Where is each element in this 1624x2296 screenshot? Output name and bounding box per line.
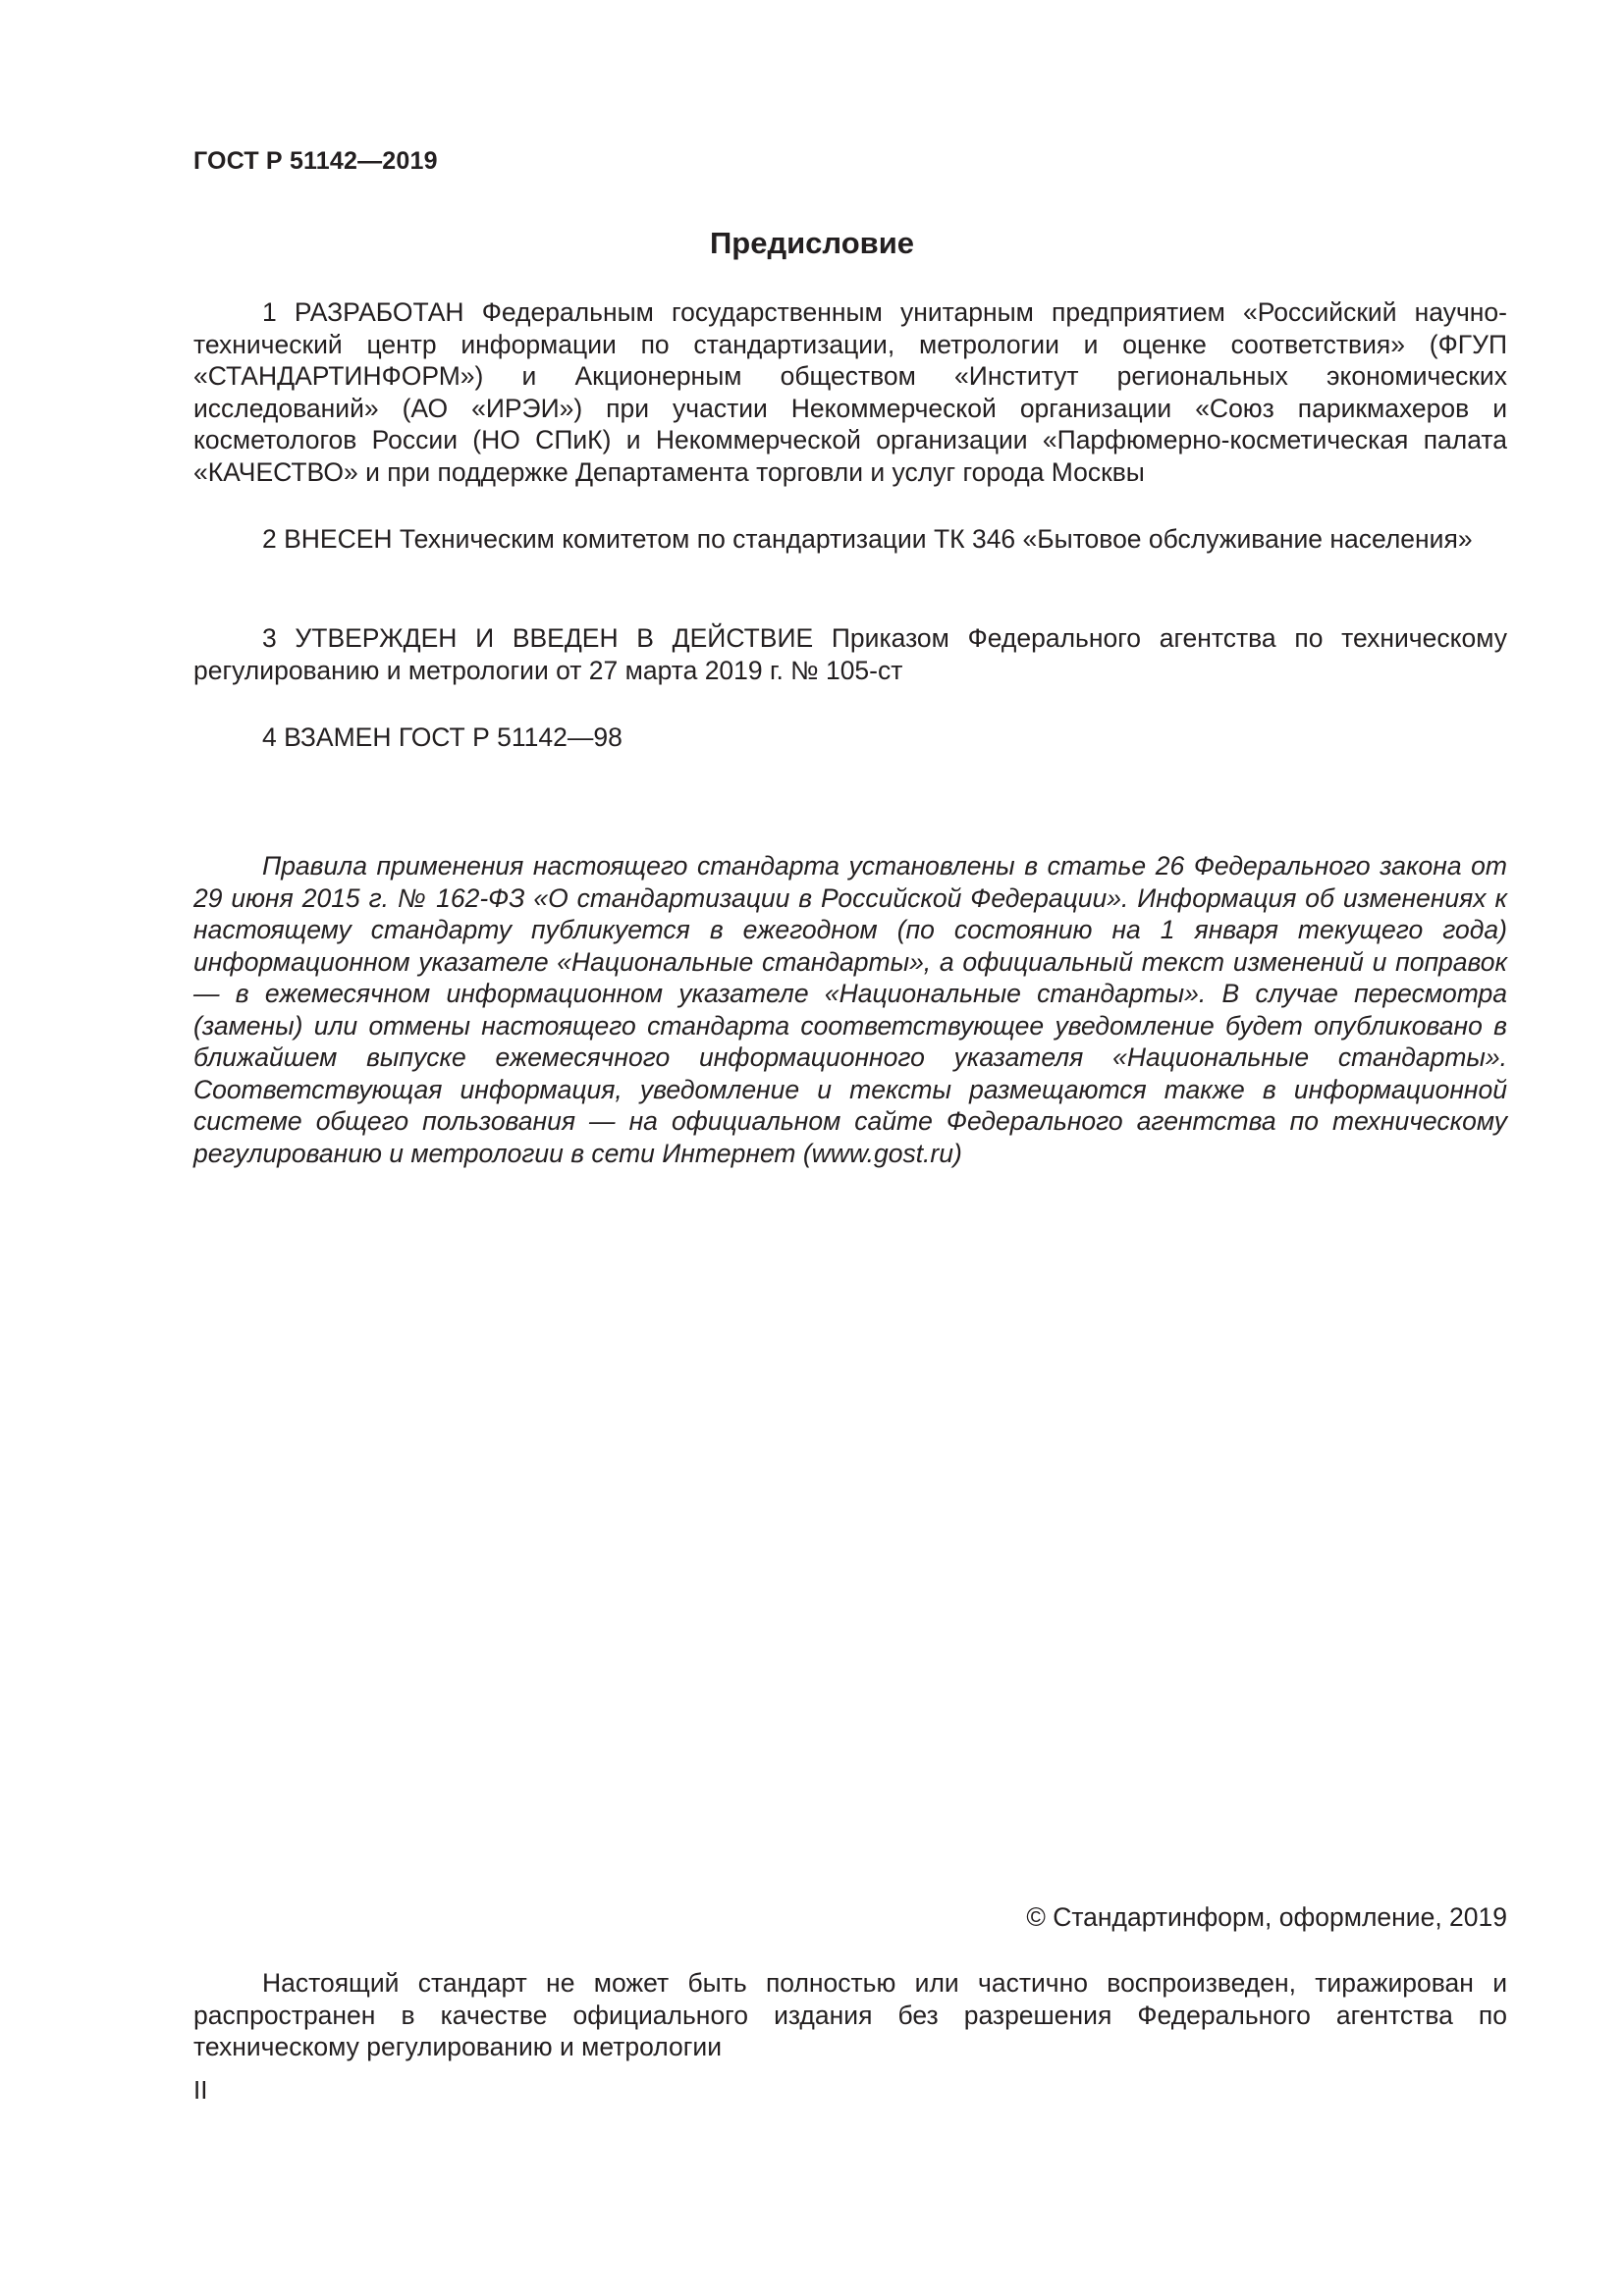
page-number: II: [193, 2075, 208, 2105]
preface-item-3: [193, 622, 1507, 686]
reproduction-notice: Настоящий стандарт не может быть полностью или частично воспроизведен, тиражирован и распространен в качестве официального издания без разрешения Федерального агентства по техническому регулированию и метрологии: [193, 1968, 1507, 2061]
rules-note: Правила применения настоящего стандарта установлены в статье 26 Федерального закона от 29 июня 2015 г. № 162-ФЗ «О стандартизации в Российской Федерации». Информация об изменениях к настоящему стандарту публикуется в ежегодном (по состоянию на 1 января текущего года) информационном указателе «Национальные стандарты», а официальный текст изменений и поправок — в ежемесячном информационном указателе «Национальные стандарты». В случае пересмотра (замены) или отмены настоящего стандарта соответствующее уведомление будет опубликовано в ближайшем выпуске ежемесячного информационного указателя «Национальные стандарты». Соответствующая информация, уведомление и тексты размещаются также в информационной системе общего пользования — на официальном сайте Федерального агентства по техническому регулированию и метрологии в сети Интернет (www.gost.ru): [193, 851, 1507, 1168]
preface-item-4: [193, 721, 1507, 754]
preface-item-4-text: 4 ВЗАМЕН ГОСТ Р 51142—98: [262, 722, 623, 752]
preface-item-3-text: 3 УТВЕРЖДЕН И ВВЕДЕН В ДЕЙСТВИЕ Приказом Федерального агентства по техническому регулированию и метрологии от 27 марта 2019 г. № 105-ст: [193, 623, 1507, 685]
preface-item-2-text: 2 ВНЕСЕН Техническим комитетом по стандартизации ТК 346 «Бытовое обслуживание населения»: [262, 524, 1473, 554]
preface-item-1-text: 1 РАЗРАБОТАН Федеральным государственным унитарным предприятием «Российский научно-технический центр информации по стандартизации, метрологии и оценке соответствия» (ФГУП «СТАНДАРТИНФОРМ») и Акционерным обществом «Институт региональных экономических исследований» (АО «ИРЭИ») при участии Некоммерческой организации «Союз парикмахеров и косметологов России (НО СПиК) и Некоммерческой организации «Парфюмерно-косметическая палата «КАЧЕСТВО» и при поддержке Департамента торговли и услуг города Москвы: [193, 297, 1507, 487]
preface-item-1: [193, 296, 1507, 488]
standard-code-header: ГОСТ Р 51142—2019: [193, 147, 438, 175]
page-title: Предисловие: [709, 226, 914, 260]
preface-item-2: [193, 523, 1507, 556]
copyright-line: © Стандартинформ, оформление, 2019: [1026, 1902, 1507, 1932]
